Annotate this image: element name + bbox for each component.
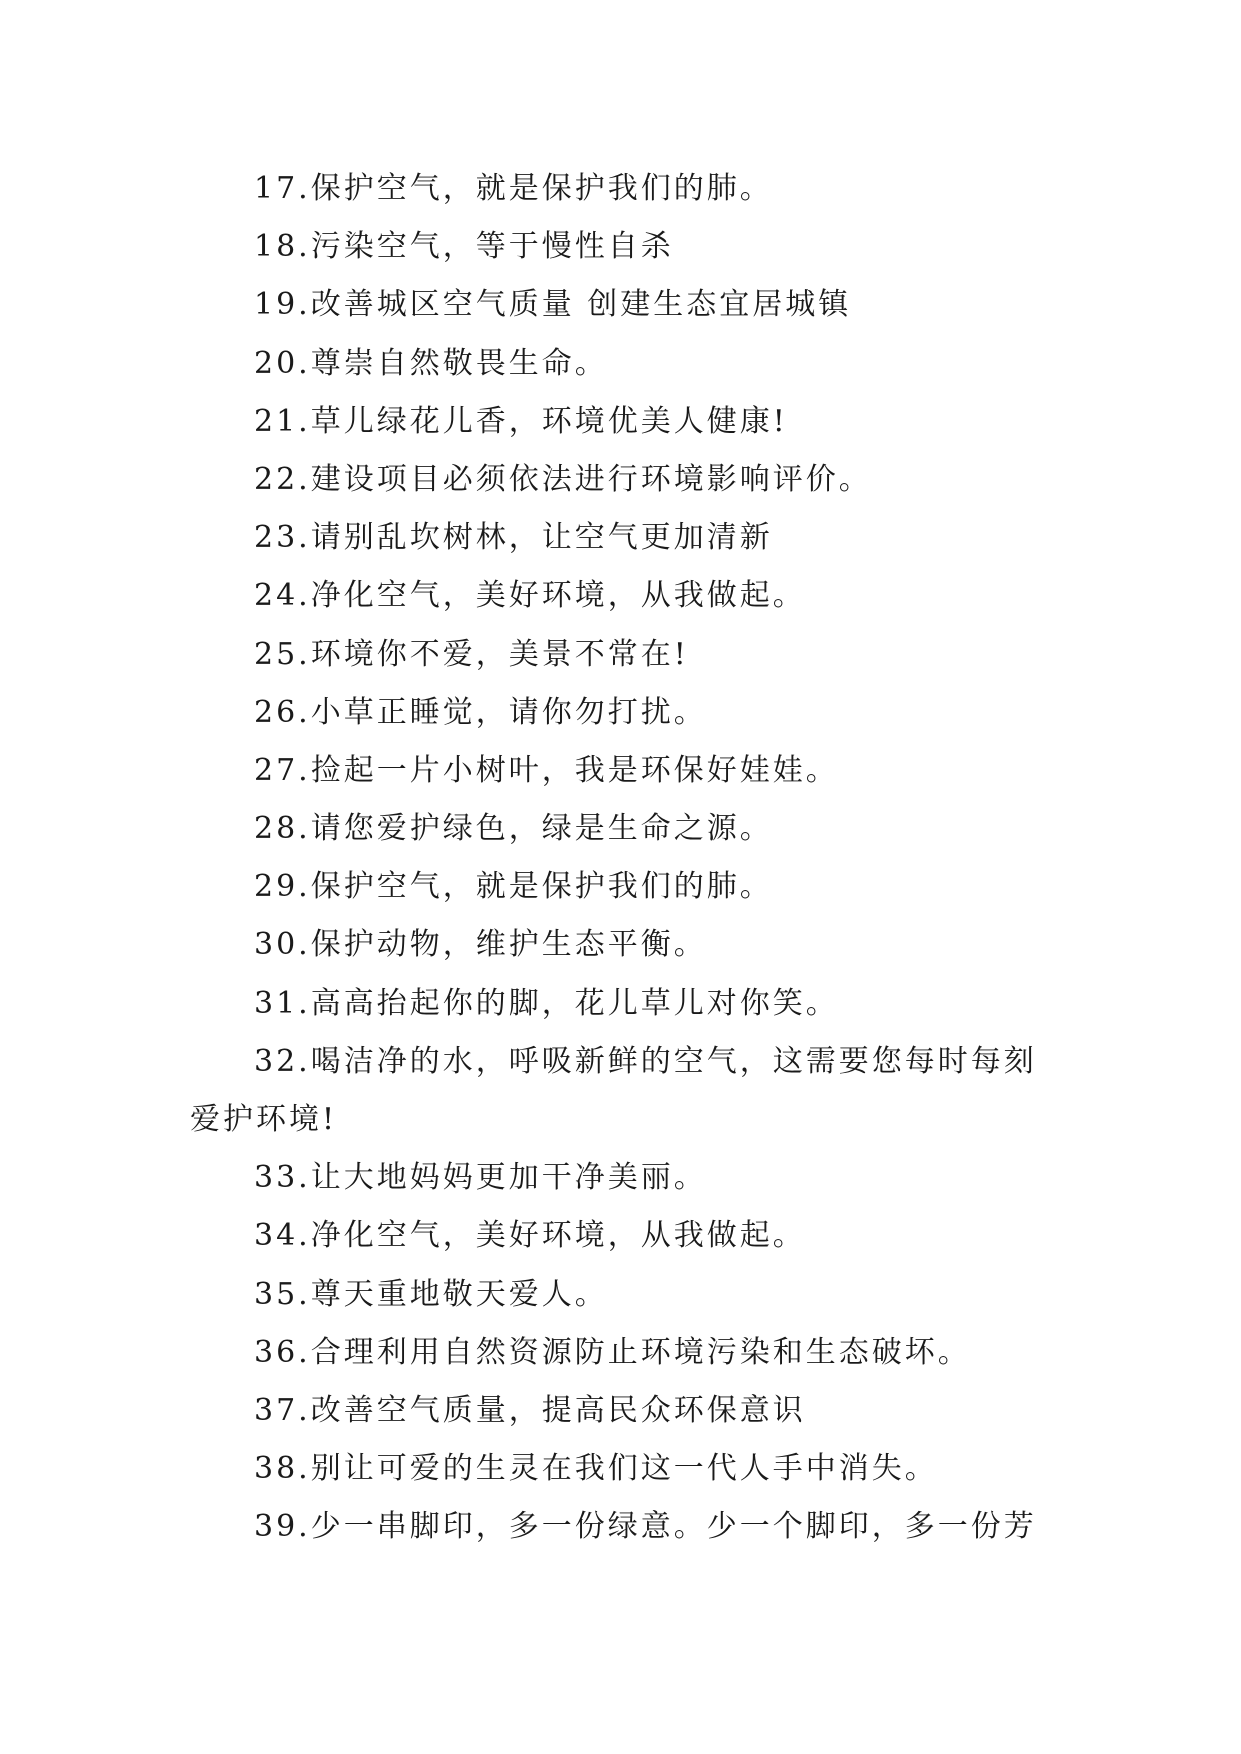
list-item: 37.改善空气质量，提高民众环保意识: [254, 1392, 806, 1428]
list-item: 29.保护空气，就是保护我们的肺。: [254, 869, 773, 905]
list-item: 27.捡起一片小树叶，我是环保好娃娃。: [254, 752, 839, 788]
list-item: 17.保护空气，就是保护我们的肺。: [254, 171, 773, 206]
list-item: 32.喝洁净的水，呼吸新鲜的空气，这需要您每时每刻: [254, 1043, 1037, 1079]
list-item: 18.污染空气，等于慢性自杀: [254, 229, 674, 265]
list-item: 24.净化空气，美好环境，从我做起。: [254, 578, 806, 614]
list-item: 30.保护动物，维护生态平衡。: [254, 927, 707, 963]
list-item: 23.请别乱坎树林，让空气更加清新: [254, 520, 773, 556]
slogan-list: [190, 160, 1050, 1557]
list-item: 21.草儿绿花儿香，环境优美人健康!: [254, 403, 788, 439]
list-item: 22.建设项目必须依法进行环境影响评价。: [254, 461, 872, 497]
list-item: 39.少一串脚印，多一份绿意。少一个脚印，多一份芳: [254, 1509, 1037, 1545]
list-item: 33.让大地妈妈更加干净美丽。: [254, 1160, 707, 1196]
list-item: 36.合理利用自然资源防止环境污染和生态破坏。: [254, 1334, 971, 1370]
list-item: 28.请您爱护绿色，绿是生命之源。: [254, 811, 773, 847]
list-item: 34.净化空气，美好环境，从我做起。: [254, 1218, 806, 1254]
list-item: 26.小草正睡觉，请你勿打扰。: [254, 694, 707, 730]
list-item: 20.尊崇自然敬畏生命。: [254, 345, 608, 381]
list-item: 35.尊天重地敬天爱人。: [254, 1276, 608, 1312]
list-item: 25.环境你不爱，美景不常在!: [254, 636, 689, 672]
list-item: 31.高高抬起你的脚，花儿草儿对你笑。: [254, 985, 839, 1021]
list-item-continuation: 爱护环境!: [190, 1102, 338, 1137]
list-item: 38.别让可爱的生灵在我们这一代人手中消失。: [254, 1451, 938, 1487]
list-item: 19.改善城区空气质量 创建生态宜居城镇: [254, 287, 852, 323]
